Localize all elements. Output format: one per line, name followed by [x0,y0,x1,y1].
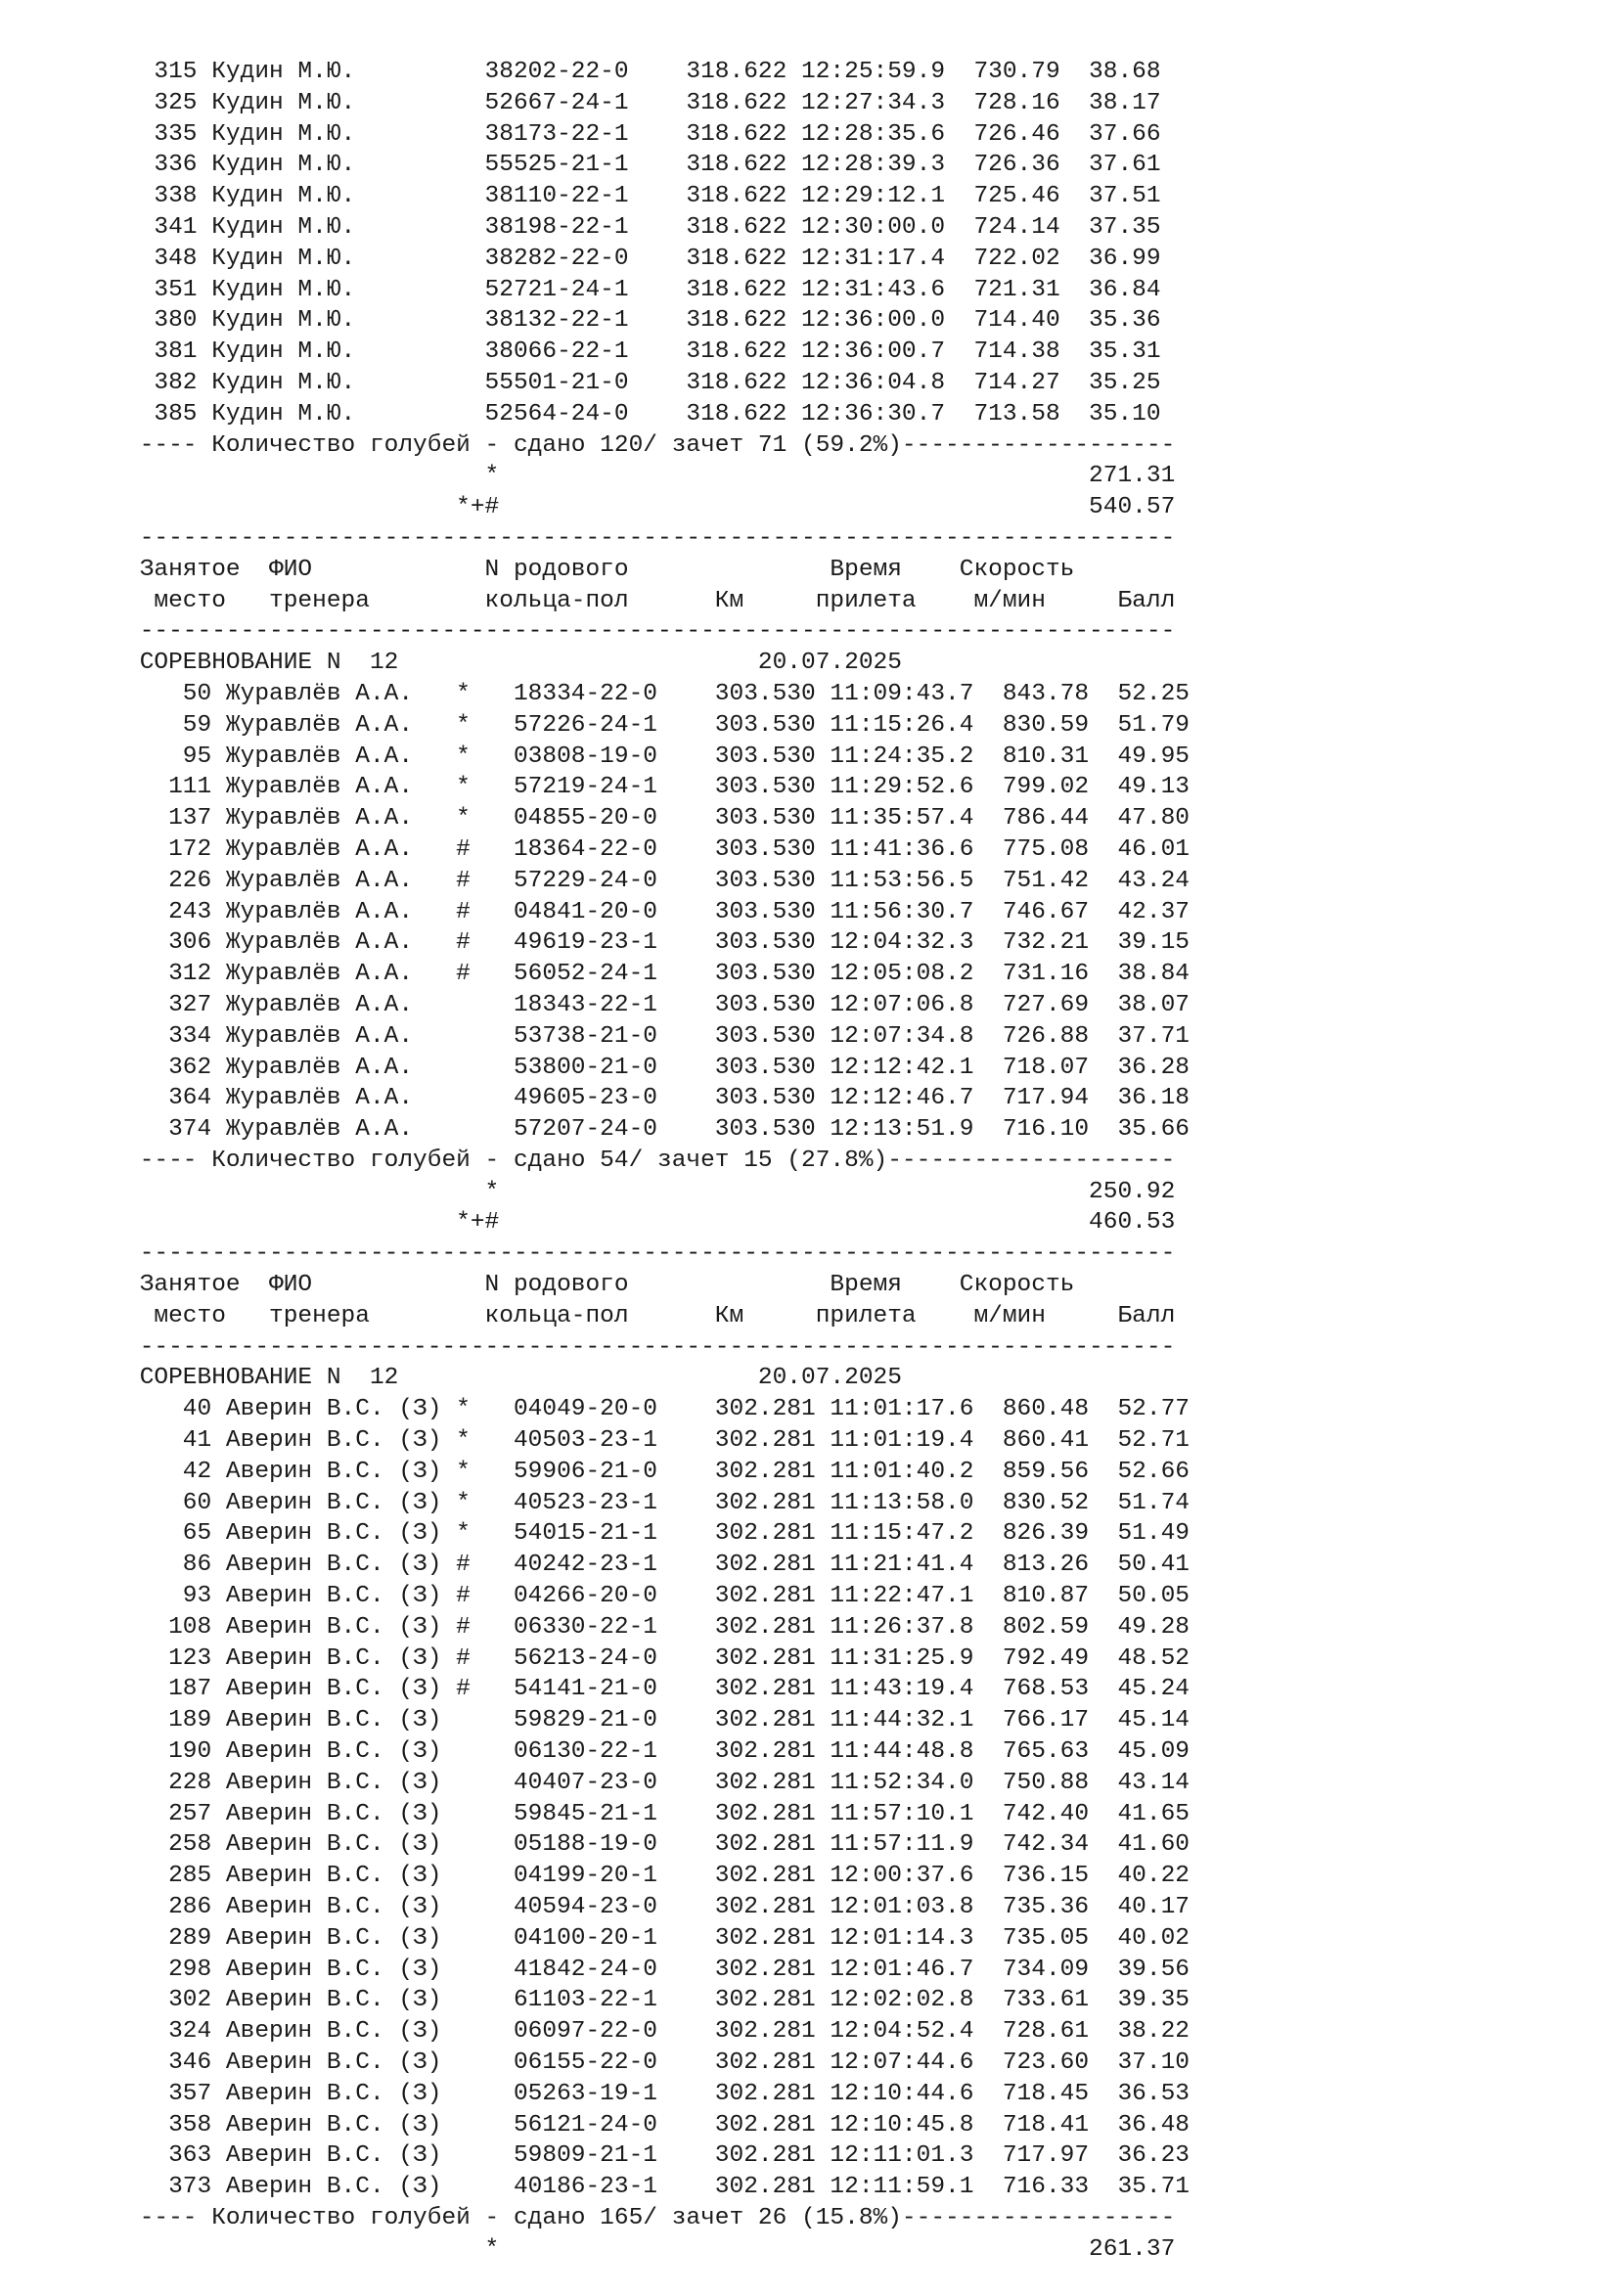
text-line: 362 Журавлёв А.А. 53800-21-0 303.530 12:12:42.1 718.07 36.28 [125,1054,1190,1081]
text-line: место тренера кольца-пол Км прилета м/мин Балл [125,1302,1176,1329]
text-line: 351 Кудин М.Ю. 52721-24-1 318.622 12:31:43.6 721.31 36.84 [125,276,1161,303]
text-line: 374 Журавлёв А.А. 57207-24-0 303.530 12:13:51.9 716.10 35.66 [125,1116,1190,1144]
text-line: ------------------------------------------------------------------------ [125,618,1176,646]
text-line: 65 Аверин В.С. (З) * 54015-21-1 302.281 11:15:47.2 826.39 51.49 [125,1520,1190,1548]
text-line: 341 Кудин М.Ю. 38198-22-1 318.622 12:30:00.0 724.14 37.35 [125,213,1161,241]
text-line: *+# 540.57 [125,494,1176,521]
text-line: 338 Кудин М.Ю. 38110-22-1 318.622 12:29:12.1 725.46 37.51 [125,183,1161,210]
text-line: 348 Кудин М.Ю. 38282-22-0 318.622 12:31:17.4 722.02 36.99 [125,245,1161,272]
text-line: 257 Аверин В.С. (З) 59845-21-1 302.281 11:57:10.1 742.40 41.65 [125,1800,1190,1827]
text-line: 86 Аверин В.С. (З) # 40242-23-1 302.281 11:21:41.4 813.26 50.41 [125,1552,1190,1579]
text-line: СОРЕВНОВАНИЕ N 12 20.07.2025 [125,1365,902,1392]
text-line: 93 Аверин В.С. (З) # 04266-20-0 302.281 11:22:47.1 810.87 50.05 [125,1583,1190,1610]
text-line: 289 Аверин В.С. (З) 04100-20-1 302.281 12:01:14.3 735.05 40.02 [125,1924,1190,1952]
text-line: ---- Количество голубей - сдано 165/ зачет 26 (15.8%)------------------- [125,2204,1176,2231]
text-line: 243 Журавлёв А.А. # 04841-20-0 303.530 11:56:30.7 746.67 42.37 [125,898,1190,925]
text-line: 285 Аверин В.С. (З) 04199-20-1 302.281 12:00:37.6 736.15 40.22 [125,1863,1190,1890]
text-line: * 271.31 [125,463,1176,490]
text-line: 336 Кудин М.Ю. 55525-21-1 318.622 12:28:39.3 726.36 37.61 [125,152,1161,179]
text-line: 381 Кудин М.Ю. 38066-22-1 318.622 12:36:00.7 714.38 35.31 [125,338,1161,366]
text-line: 346 Аверин В.С. (З) 06155-22-0 302.281 12:07:44.6 723.60 37.10 [125,2049,1190,2076]
text-line: место тренера кольца-пол Км прилета м/мин Балл [125,587,1176,614]
text-line: 357 Аверин В.С. (З) 05263-19-1 302.281 12:10:44.6 718.45 36.53 [125,2080,1190,2107]
text-line: 315 Кудин М.Ю. 38202-22-0 318.622 12:25:59.9 730.79 38.68 [125,59,1161,85]
text-line: 373 Аверин В.С. (З) 40186-23-1 302.281 12:11:59.1 716.33 35.71 [125,2174,1190,2201]
text-line: Занятое ФИО N родового Время Скорость [125,556,1075,583]
text-line: *+# 460.53 [125,1209,1176,1237]
text-line: 172 Журавлёв А.А. # 18364-22-0 303.530 11:41:36.6 775.08 46.01 [125,835,1190,863]
text-line: 189 Аверин В.С. (З) 59829-21-0 302.281 11:44:32.1 766.17 45.14 [125,1707,1190,1734]
text-line: ---- Количество голубей - сдано 120/ зачет 71 (59.2%)------------------- [125,431,1176,459]
text-line: 258 Аверин В.С. (З) 05188-19-0 302.281 11:57:11.9 742.34 41.60 [125,1831,1190,1859]
text-line: 335 Кудин М.Ю. 38173-22-1 318.622 12:28:35.6 726.46 37.66 [125,120,1161,148]
text-line: 95 Журавлёв А.А. * 03808-19-0 303.530 11:24:35.2 810.31 49.95 [125,743,1190,770]
text-line: 324 Аверин В.С. (З) 06097-22-0 302.281 12:04:52.4 728.61 38.22 [125,2018,1190,2046]
text-line: 226 Журавлёв А.А. # 57229-24-0 303.530 11:53:56.5 751.42 43.24 [125,867,1190,894]
text-line: ------------------------------------------------------------------------ [125,524,1176,552]
text-line: 334 Журавлёв А.А. 53738-21-0 303.530 12:07:34.8 726.88 37.71 [125,1022,1190,1050]
text-line: 363 Аверин В.С. (З) 59809-21-1 302.281 12:11:01.3 717.97 36.23 [125,2142,1190,2170]
text-line: 364 Журавлёв А.А. 49605-23-0 303.530 12:12:46.7 717.94 36.18 [125,1085,1190,1112]
text-line [125,2266,1319,2296]
text-line: 59 Журавлёв А.А. * 57226-24-1 303.530 11:15:26.4 830.59 51.79 [125,711,1190,739]
text-line: 40 Аверин В.С. (З) * 04049-20-0 302.281 11:01:17.6 860.48 52.77 [125,1396,1190,1423]
text-line: 358 Аверин В.С. (З) 56121-24-0 302.281 12:10:45.8 718.41 36.48 [125,2111,1190,2138]
text-line: 312 Журавлёв А.А. # 56052-24-1 303.530 12:05:08.2 731.16 38.84 [125,961,1190,988]
text-line: Занятое ФИО N родового Время Скорость [125,1272,1075,1299]
text-line: 137 Журавлёв А.А. * 04855-20-0 303.530 11:35:57.4 786.44 47.80 [125,805,1190,833]
text-line: ------------------------------------------------------------------------ [125,1240,1176,1268]
text-line: 325 Кудин М.Ю. 52667-24-1 318.622 12:27:34.3 728.16 38.17 [125,89,1161,116]
results-document [125,57,1319,2296]
text-line: 41 Аверин В.С. (З) * 40503-23-1 302.281 11:01:19.4 860.41 52.71 [125,1427,1190,1455]
text-line: 382 Кудин М.Ю. 55501-21-0 318.622 12:36:04.8 714.27 35.25 [125,369,1161,396]
text-line: 111 Журавлёв А.А. * 57219-24-1 303.530 11:29:52.6 799.02 49.13 [125,774,1190,801]
text-line: 306 Журавлёв А.А. # 49619-23-1 303.530 12:04:32.3 732.21 39.15 [125,929,1190,957]
text-line: 327 Журавлёв А.А. 18343-22-1 303.530 12:07:06.8 727.69 38.07 [125,991,1190,1018]
text-line: ------------------------------------------------------------------------ [125,1333,1176,1361]
text-line: 187 Аверин В.С. (З) # 54141-21-0 302.281 11:43:19.4 768.53 45.24 [125,1676,1190,1703]
text-line: 123 Аверин В.С. (З) # 56213-24-0 302.281 11:31:25.9 792.49 48.52 [125,1644,1190,1672]
text-line: 298 Аверин В.С. (З) 41842-24-0 302.281 12:01:46.7 734.09 39.56 [125,1956,1190,1983]
text-line: 228 Аверин В.С. (З) 40407-23-0 302.281 11:52:34.0 750.88 43.14 [125,1769,1190,1796]
text-line: 108 Аверин В.С. (З) # 06330-22-1 302.281 11:26:37.8 802.59 49.28 [125,1613,1190,1641]
text-line: 60 Аверин В.С. (З) * 40523-23-1 302.281 11:13:58.0 830.52 51.74 [125,1489,1190,1516]
text-line: * 250.92 [125,1178,1176,1205]
text-line: 302 Аверин В.С. (З) 61103-22-1 302.281 12:02:02.8 733.61 39.35 [125,1987,1190,2014]
text-line: 385 Кудин М.Ю. 52564-24-0 318.622 12:36:30.7 713.58 35.10 [125,400,1161,428]
text-line: 380 Кудин М.Ю. 38132-22-1 318.622 12:36:00.0 714.40 35.36 [125,307,1161,335]
text-line: * 261.37 [125,2235,1176,2263]
text-line: 190 Аверин В.С. (З) 06130-22-1 302.281 11:44:48.8 765.63 45.09 [125,1738,1190,1766]
text-line: 50 Журавлёв А.А. * 18334-22-0 303.530 11:09:43.7 843.78 52.25 [125,680,1190,707]
text-line: 42 Аверин В.С. (З) * 59906-21-0 302.281 11:01:40.2 859.56 52.66 [125,1458,1190,1485]
text-line: СОРЕВНОВАНИЕ N 12 20.07.2025 [125,650,902,677]
text-line: ---- Количество голубей - сдано 54/ зачет 15 (27.8%)-------------------- [125,1147,1176,1174]
text-line: 286 Аверин В.С. (З) 40594-23-0 302.281 12:01:03.8 735.36 40.17 [125,1894,1190,1921]
